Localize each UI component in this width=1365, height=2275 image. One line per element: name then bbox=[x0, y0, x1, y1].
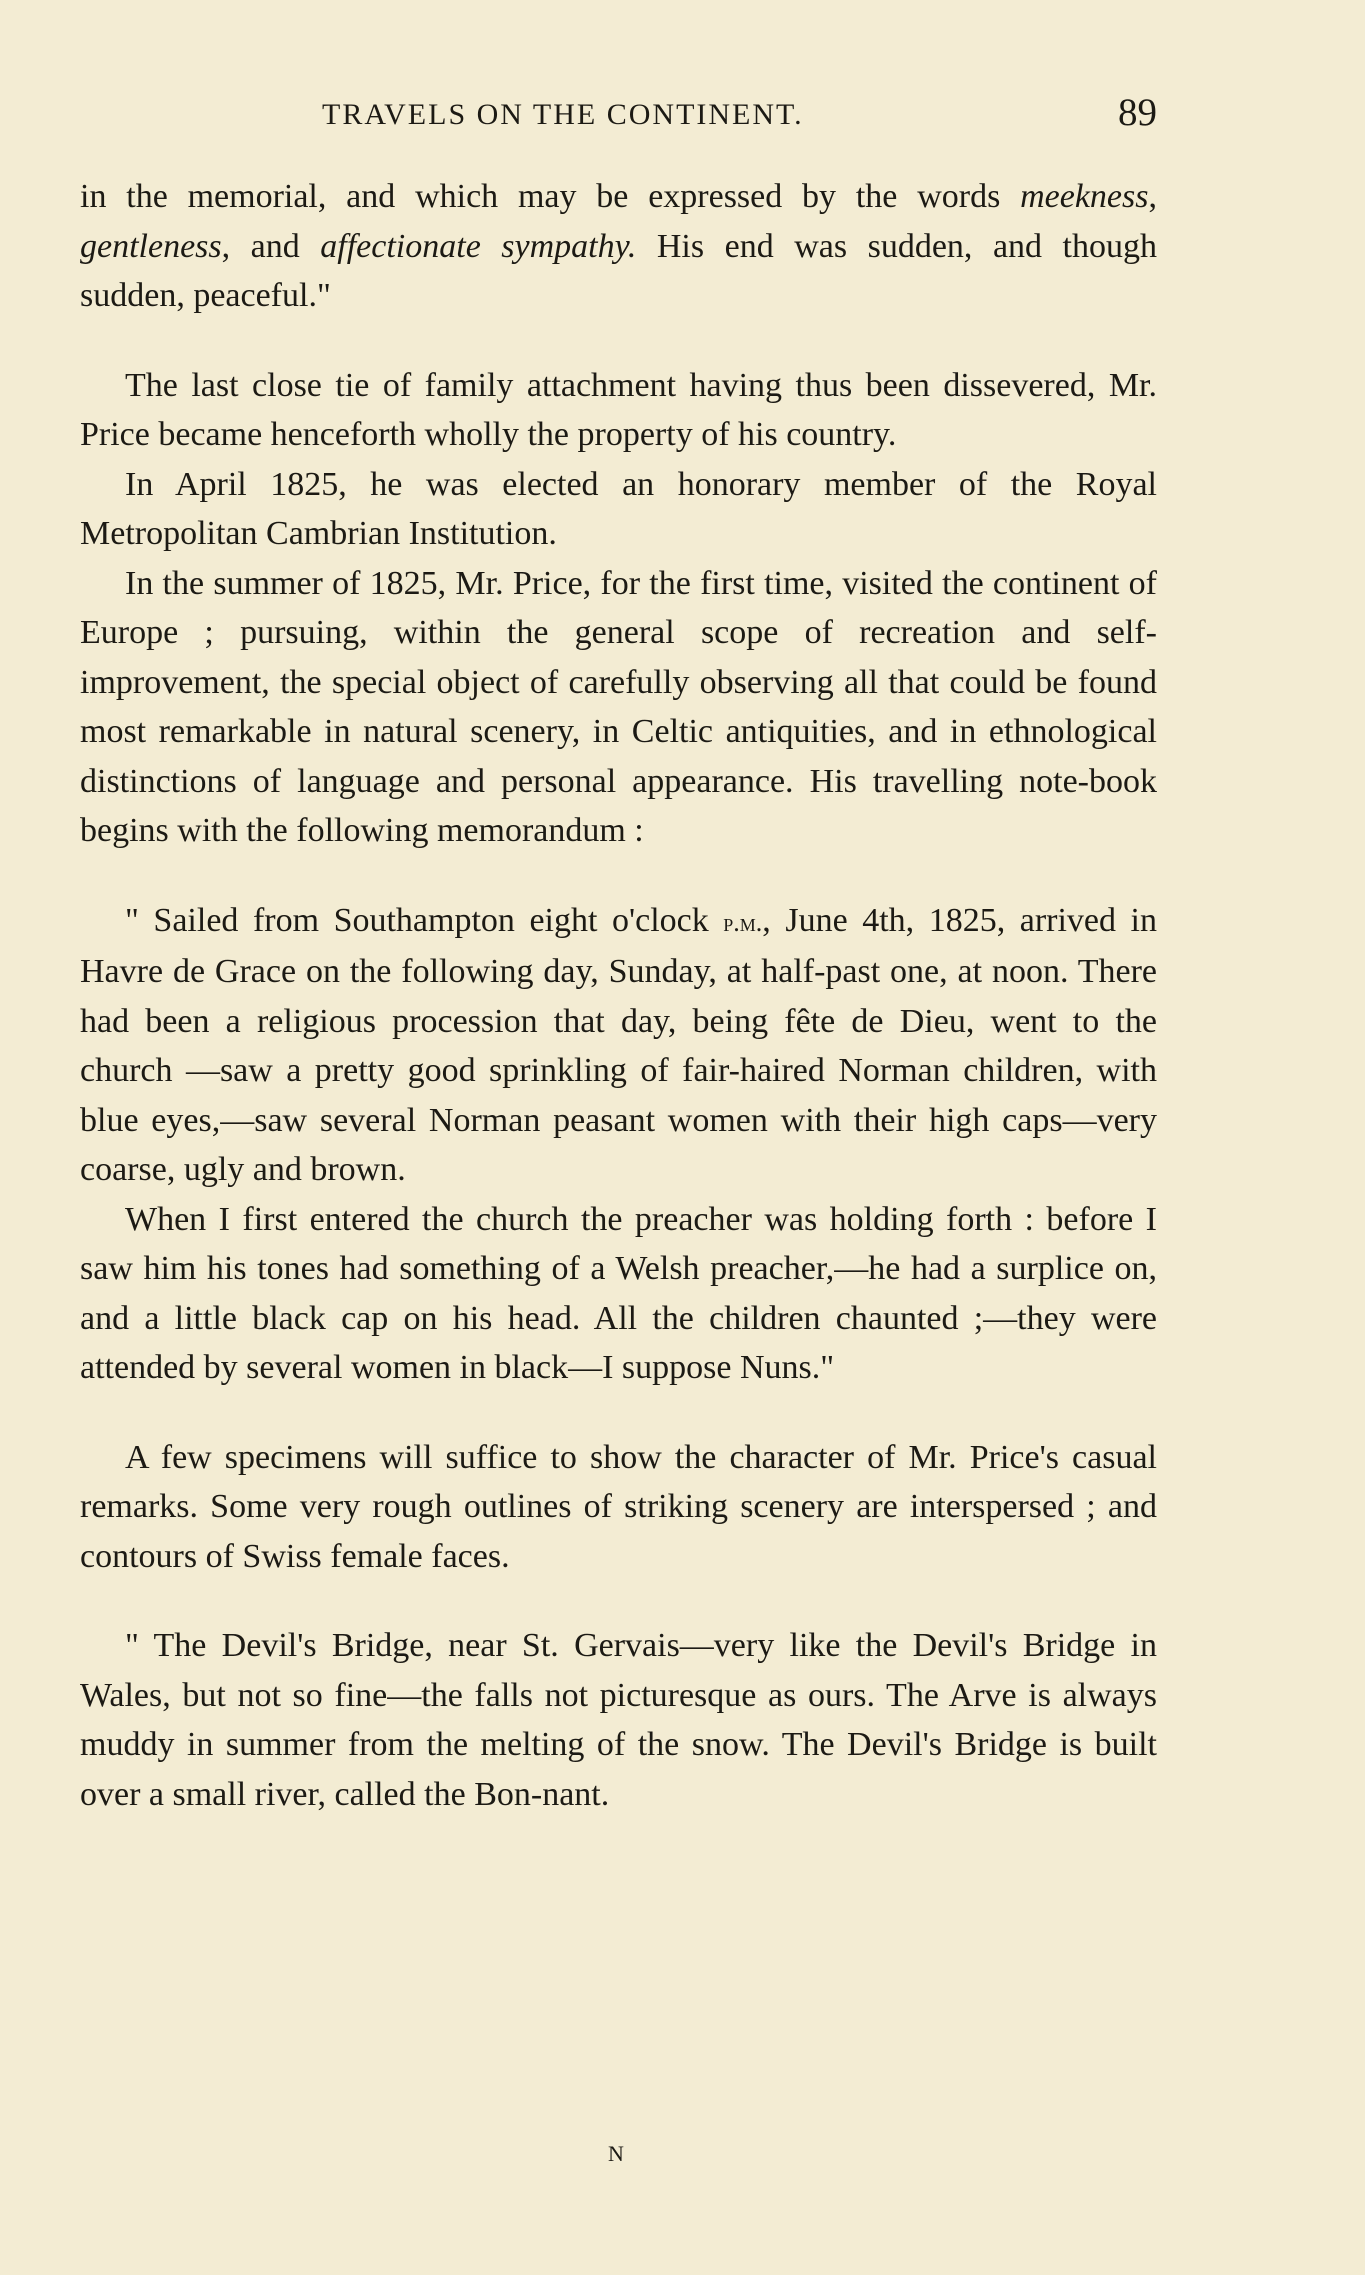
paragraph-summer-1825: In the summer of 1825, Mr. Price, for the first time, visited the continent of Europe ; pursuing, within the general scope of recreation and self-improvement, the special object of carefully observing all that could be found most remarkable in natural scenery, in Celtic antiquities, and in ethnological distinctions of language and personal appearance. His travelling note-book begins with the following memorandum : bbox=[80, 564, 1157, 849]
paragraph-specimens: A few specimens will suffice to show the character of Mr. Price's casual remarks. Some very rough outlines of striking scenery are interspersed ; and contours of Swiss female faces. bbox=[80, 1438, 1157, 1575]
page-header bbox=[80, 90, 1157, 150]
body-text bbox=[80, 172, 1157, 1819]
emphasis-gentleness: gentleness bbox=[80, 227, 222, 265]
quote-southampton bbox=[80, 896, 1157, 1195]
quote-church: When I first entered the church the preacher was holding forth : before I saw him his tones had something of a Welsh preacher,—he had a surplice on, and a little black cap on his head. All the children chaunted ;—they were attended by several women in black—I suppose Nuns." bbox=[80, 1200, 1157, 1386]
separator: , and bbox=[221, 227, 321, 265]
paragraph-family-tie: The last close tie of family attachment having thus been dissevered, Mr. Price became henceforth wholly the property of his country. bbox=[80, 366, 1157, 453]
quote-devils-bridge: " The Devil's Bridge, near St. Gervais—very like the Devil's Bridge in Wales, but not so fine—the falls not picturesque as ours. The Arve is always muddy in summer from the melting of the snow. The Devil's Bridge is built over a small river, called the Bon-nant. bbox=[80, 1627, 1157, 1813]
quote-southampton-start: " Sailed from Southampton eight o'clock bbox=[125, 901, 724, 939]
emphasis-meekness: meekness bbox=[1020, 178, 1149, 215]
emphasis-affectionate-sympathy: affectionate sympathy. bbox=[320, 227, 637, 265]
paragraph-april-1825: In April 1825, he was elected an honorary member of the Royal Metropolitan Cambrian Institution. bbox=[80, 465, 1157, 552]
paragraph-memorial-end: His end was sudden, and though sudden, peaceful." bbox=[80, 227, 1158, 314]
page-number: 89 bbox=[1118, 91, 1157, 134]
running-title: TRAVELS ON THE CONTINENT. bbox=[322, 98, 804, 131]
page-content bbox=[80, 90, 1157, 1819]
quote-southampton-rest: , June 4th, 1825, arrived in Havre de Grace on the following day, Sunday, at half-past one, at noon. There had been a religious procession that day, being fête de Dieu, went to the church —saw a pretty good sprinkling of fair-haired Norman children, with blue eyes,—saw several Norman peasant women with their high caps—very coarse, ugly and brown. bbox=[80, 901, 1157, 1188]
paragraph-memorial bbox=[80, 172, 1157, 321]
signature-mark: N bbox=[608, 2141, 624, 2166]
paragraph-memorial-text: in the memorial, and which may be expressed by the words bbox=[80, 178, 1021, 215]
time-pm: p.m. bbox=[723, 907, 763, 937]
separator: , bbox=[1148, 178, 1157, 215]
